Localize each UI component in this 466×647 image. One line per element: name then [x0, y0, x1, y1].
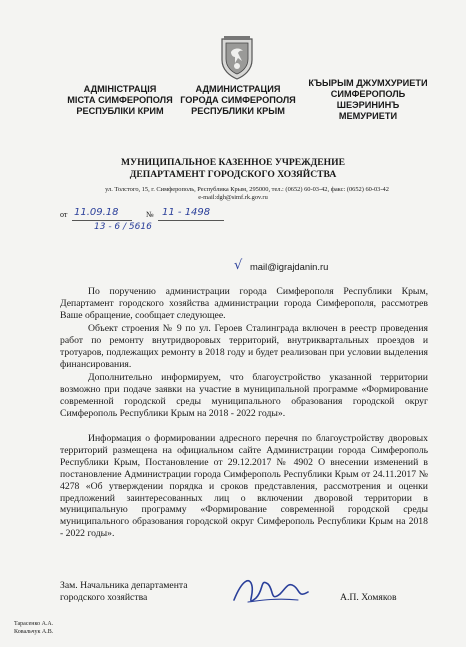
reg-number: 11 - 1498 [162, 207, 211, 218]
header-center-line: ГОРОДА СИМФЕРОПОЛЯ [180, 95, 296, 105]
body-paragraph-1: По поручению администрации города Симферополя Республики Крым, Департамент городского хозяйства администрации города Симферополя, рассмотрев Ваше обращение, сообщает следующее. [60, 286, 428, 321]
recipient-email[interactable]: mail@igrajdanin.ru [250, 261, 329, 272]
reg-from-label: от [60, 210, 68, 219]
body-paragraph-4: Информация о формировании адресного перечня по благоустройству дворовых территорий размещена на официальном сайте Администрации города Симферополь Республики Крым, Постановление от 29.12.2017 № 4902 О внесении изменений в постановление Администрации города Симферополь Республики Крым от 24.11.2017 № 4278 «Об утверждении порядка и сроков представления, рассмотрения и оценки предложений заинтересованных лиц о включении дворовой территории в муниципальную программу «Формирование современной городской среды муниципального образования городской округ Симферополь Республики Крым на 2018 - 2022 годы». [60, 433, 428, 540]
signatory-title-line2: городского хозяйства [60, 592, 148, 603]
recipient [234, 260, 434, 276]
reg-number-secondary: 13 - 6 / 5616 [94, 222, 152, 232]
executors [14, 620, 53, 636]
org-name-line2: ДЕПАРТАМЕНТ ГОРОДСКОГО ХОЗЯЙСТВА [129, 169, 337, 180]
header-right [306, 78, 430, 122]
reg-number-underline [158, 220, 224, 221]
header-left-line: АДМІНІСТРАЦІЯ [83, 84, 157, 94]
reg-block [60, 207, 230, 238]
executor-name: Тарасенко А.А. [14, 621, 54, 627]
header-center-line: РЕСПУБЛИКИ КРЫМ [191, 106, 285, 116]
header-right-line: МЕМУРИЕТИ [338, 111, 398, 121]
executor-name: Ковальчук А.В. [14, 629, 54, 635]
header-right-line: ШЕЭРИНИНЪ [336, 100, 400, 110]
signatory-name: А.П. Хомяков [340, 592, 397, 603]
body-paragraph-2: Объект строения № 9 по ул. Героев Сталинграда включен в реестр проведения работ по ремонту внутридворовых территорий, внутриквартальных проездов и тротуаров, подлежащих ремонту в 2018 году и будет реализован при условии выделения финансирования. [60, 323, 428, 370]
org-email: e-mail:dgh@simf.rk.gov.ru [198, 194, 268, 201]
reg-no-label: № [146, 210, 154, 219]
check-mark-icon: √ [234, 258, 243, 273]
handwritten-signature [228, 570, 314, 612]
header-left [60, 84, 180, 117]
header-right-line: КЪЫРЫМ ДЖУМХУРИЕТИ [308, 78, 428, 88]
body-paragraph-3: Дополнительно информируем, что благоустройство указанной территории возможно при подаче заявки на участие в муниципальной программе «Формирование современной городской среды муниципального образования городской округ Симферополь Республики Крым на 2018 - 2022 годы». [60, 372, 428, 419]
signatory-title [60, 580, 188, 604]
signatory-title-line1: Зам. Начальника департамента [60, 580, 188, 591]
reg-date-underline [72, 220, 132, 221]
header-left-line: МІСТА СИМФЕРОПОЛЯ [67, 95, 173, 105]
header-center [180, 84, 296, 117]
header-left-line: РЕСПУБЛІКИ КРИМ [76, 106, 164, 116]
header-right-line: СИМФЕРОПОЛЬ [330, 89, 406, 99]
org-name-line1: МУНИЦИПАЛЬНОЕ КАЗЕННОЕ УЧРЕЖДЕНИЕ [121, 157, 345, 168]
org-address: ул. Толстого, 15, г. Симферополь, Республика Крым, 295000, тел.: (0652) 60-03-42, факс: (0652) 60-03-42 [105, 186, 389, 193]
crimea-emblem-icon [218, 36, 256, 80]
header-center-line: АДМИНИСТРАЦИЯ [195, 84, 281, 94]
reg-date: 11.09.18 [74, 207, 119, 218]
